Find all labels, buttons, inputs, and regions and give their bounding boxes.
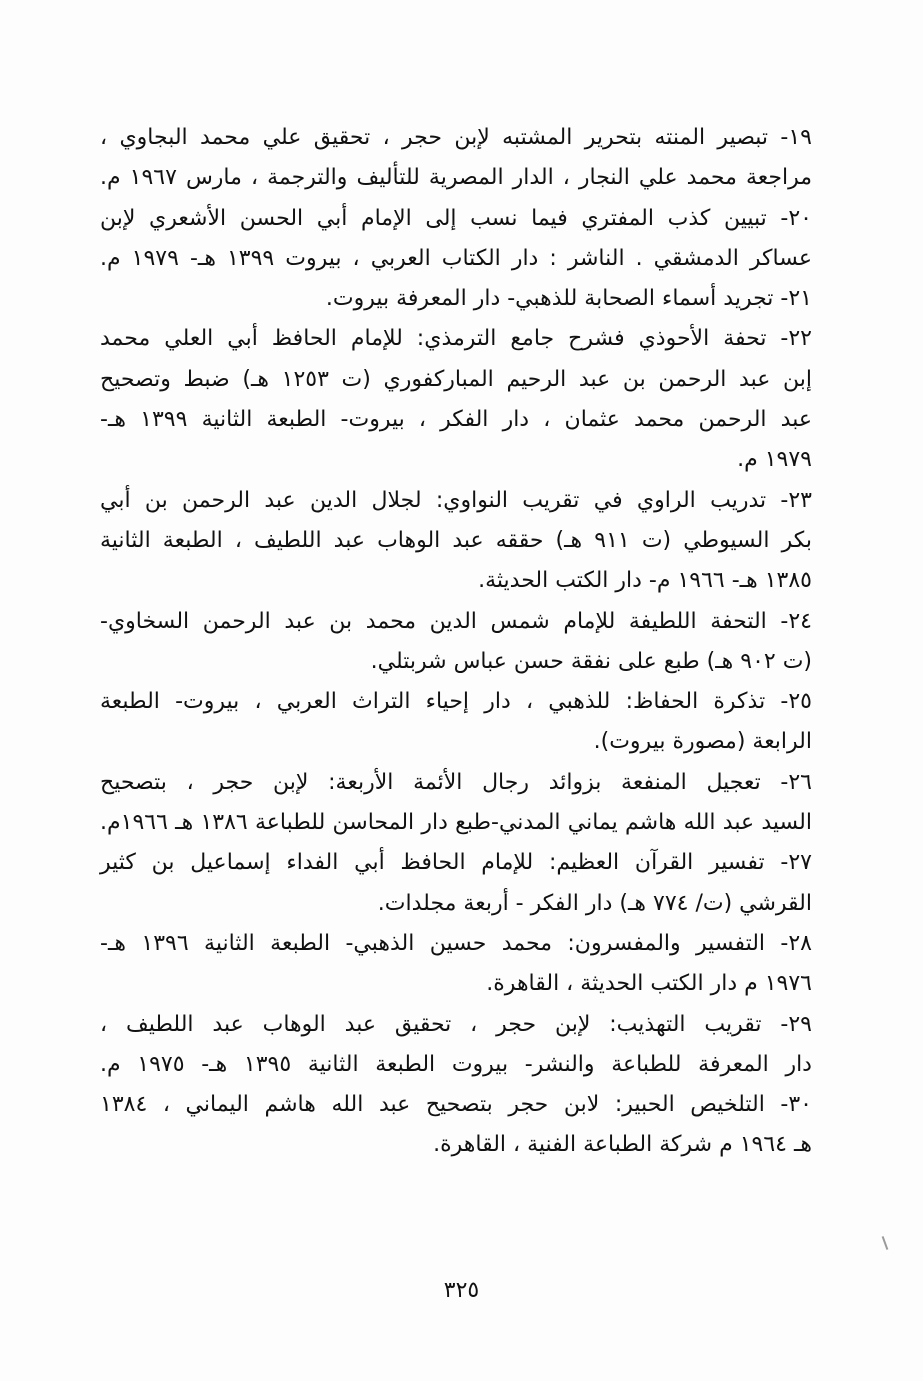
scan-mark [882,1236,889,1250]
entry-22-line-3: عبد الرحمن محمد عثمان ، دار الفكر ، بيروت- الطبعة الثانية ١٣٩٩ هـ- [100,407,812,433]
entry-22-line-1: ٢٢- تحفة الأحوذي فشرح جامع الترمذي: للإمام الحافظ أبي العلي محمد [100,326,812,352]
entry-26-line-1: ٢٦- تعجيل المنفعة بزوائد رجال الأئمة الأربعة: لإبن حجر ، بتصحيح [100,769,812,795]
entry-19-line-1: ١٩- تبصير المنته بتحرير المشتبه لإبن حجر ، تحقيق علي محمد البجاوي ، [100,125,812,150]
entry-25-line-2: الرابعة (مصورة بيروت). [593,729,812,755]
entry-24-line-1: ٢٤- التحفة اللطيفة للإمام شمس الدين محمد بن عبد الرحمن السخاوي- [100,608,812,634]
entry-21-line-1: ٢١- تجريد أسماء الصحابة للذهبي- دار المعرفة بيروت. [325,286,812,312]
entry-23-line-1: ٢٣- تدريب الراوي في تقريب النواوي: لجلال الدين عبد الرحمن بن أبي [100,487,812,513]
entry-28-line-2: ١٩٧٦ م دار الكتب الحديثة ، القاهرة. [486,971,812,997]
entry-24-line-2: (ت ٩٠٢ هـ) طبع على نفقة حسن عباس شربتلي. [370,648,812,674]
entry-22-line-4: ١٩٧٩ م. [737,447,812,473]
entry-28-line-1: ٢٨- التفسير والمفسرون: محمد حسين الذهبي- الطبعة الثانية ١٣٩٦ هـ- [100,930,812,956]
entry-20-line-2: عساكر الدمشقي . الناشر : دار الكتاب العربي ، بيروت ١٣٩٩ هـ- ١٩٧٩ م. [100,245,812,271]
entry-30-line-2: هـ ١٩٦٤ م شركة الطباعة الفنية ، القاهرة. [433,1132,812,1158]
entry-22-line-2: إبن عبد الرحمن بن عبد الرحيم المباركفوري (ت ١٢٥٣ هـ) ضبط وتصحيح [100,366,812,392]
entry-23-line-2: بكر السيوطي (ت ٩١١ هـ) حققه عبد الوهاب عبد اللطيف ، الطبعة الثانية [100,527,813,553]
entry-29-line-2: دار المعرفة للطباعة والنشر- بيروت الطبعة الثانية ١٣٩٥ هـ- ١٩٧٥ م. [100,1051,812,1077]
entry-23-line-3: ١٣٨٥ هـ- ١٩٦٦ م- دار الكتب الحديثة. [478,568,812,594]
entry-25-line-1: ٢٥- تذكرة الحفاظ: للذهبي ، دار إحياء التراث العربي ، بيروت- الطبعة [100,689,812,715]
entry-30-line-1: ٣٠- التلخيص الحبير: لابن حجر بتصحيح عبد الله هاشم اليماني ، ١٣٨٤ [100,1092,812,1118]
bibliography-text [100,118,812,1166]
entry-19-line-2: مراجعة محمد علي النجار ، الدار المصرية للتأليف والترجمة ، مارس ١٩٦٧ م. [100,165,812,191]
entry-29-line-1: ٢٩- تقريب التهذيب: لإبن حجر ، تحقيق عبد الوهاب عبد اللطيف ، [100,1011,812,1037]
entry-27-line-2: القرشي (ت/ ٧٧٤ هـ) دار الفكر - أربعة مجلدات. [377,890,812,916]
entry-26-line-2: السيد عبد الله هاشم يماني المدني-طبع دار المحاسن للطباعة ١٣٨٦ هـ ١٩٦٦م. [100,810,812,836]
entry-20-line-1: ٢٠- تبيين كذب المفتري فيما نسب إلى الإمام أبي الحسن الأشعري لإبن [100,205,812,231]
entry-27-line-1: ٢٧- تفسير القرآن العظيم: للإمام الحافظ أبي الفداء إسماعيل بن كثير [100,850,812,876]
page-number: ٣٢٥ [443,1278,480,1303]
